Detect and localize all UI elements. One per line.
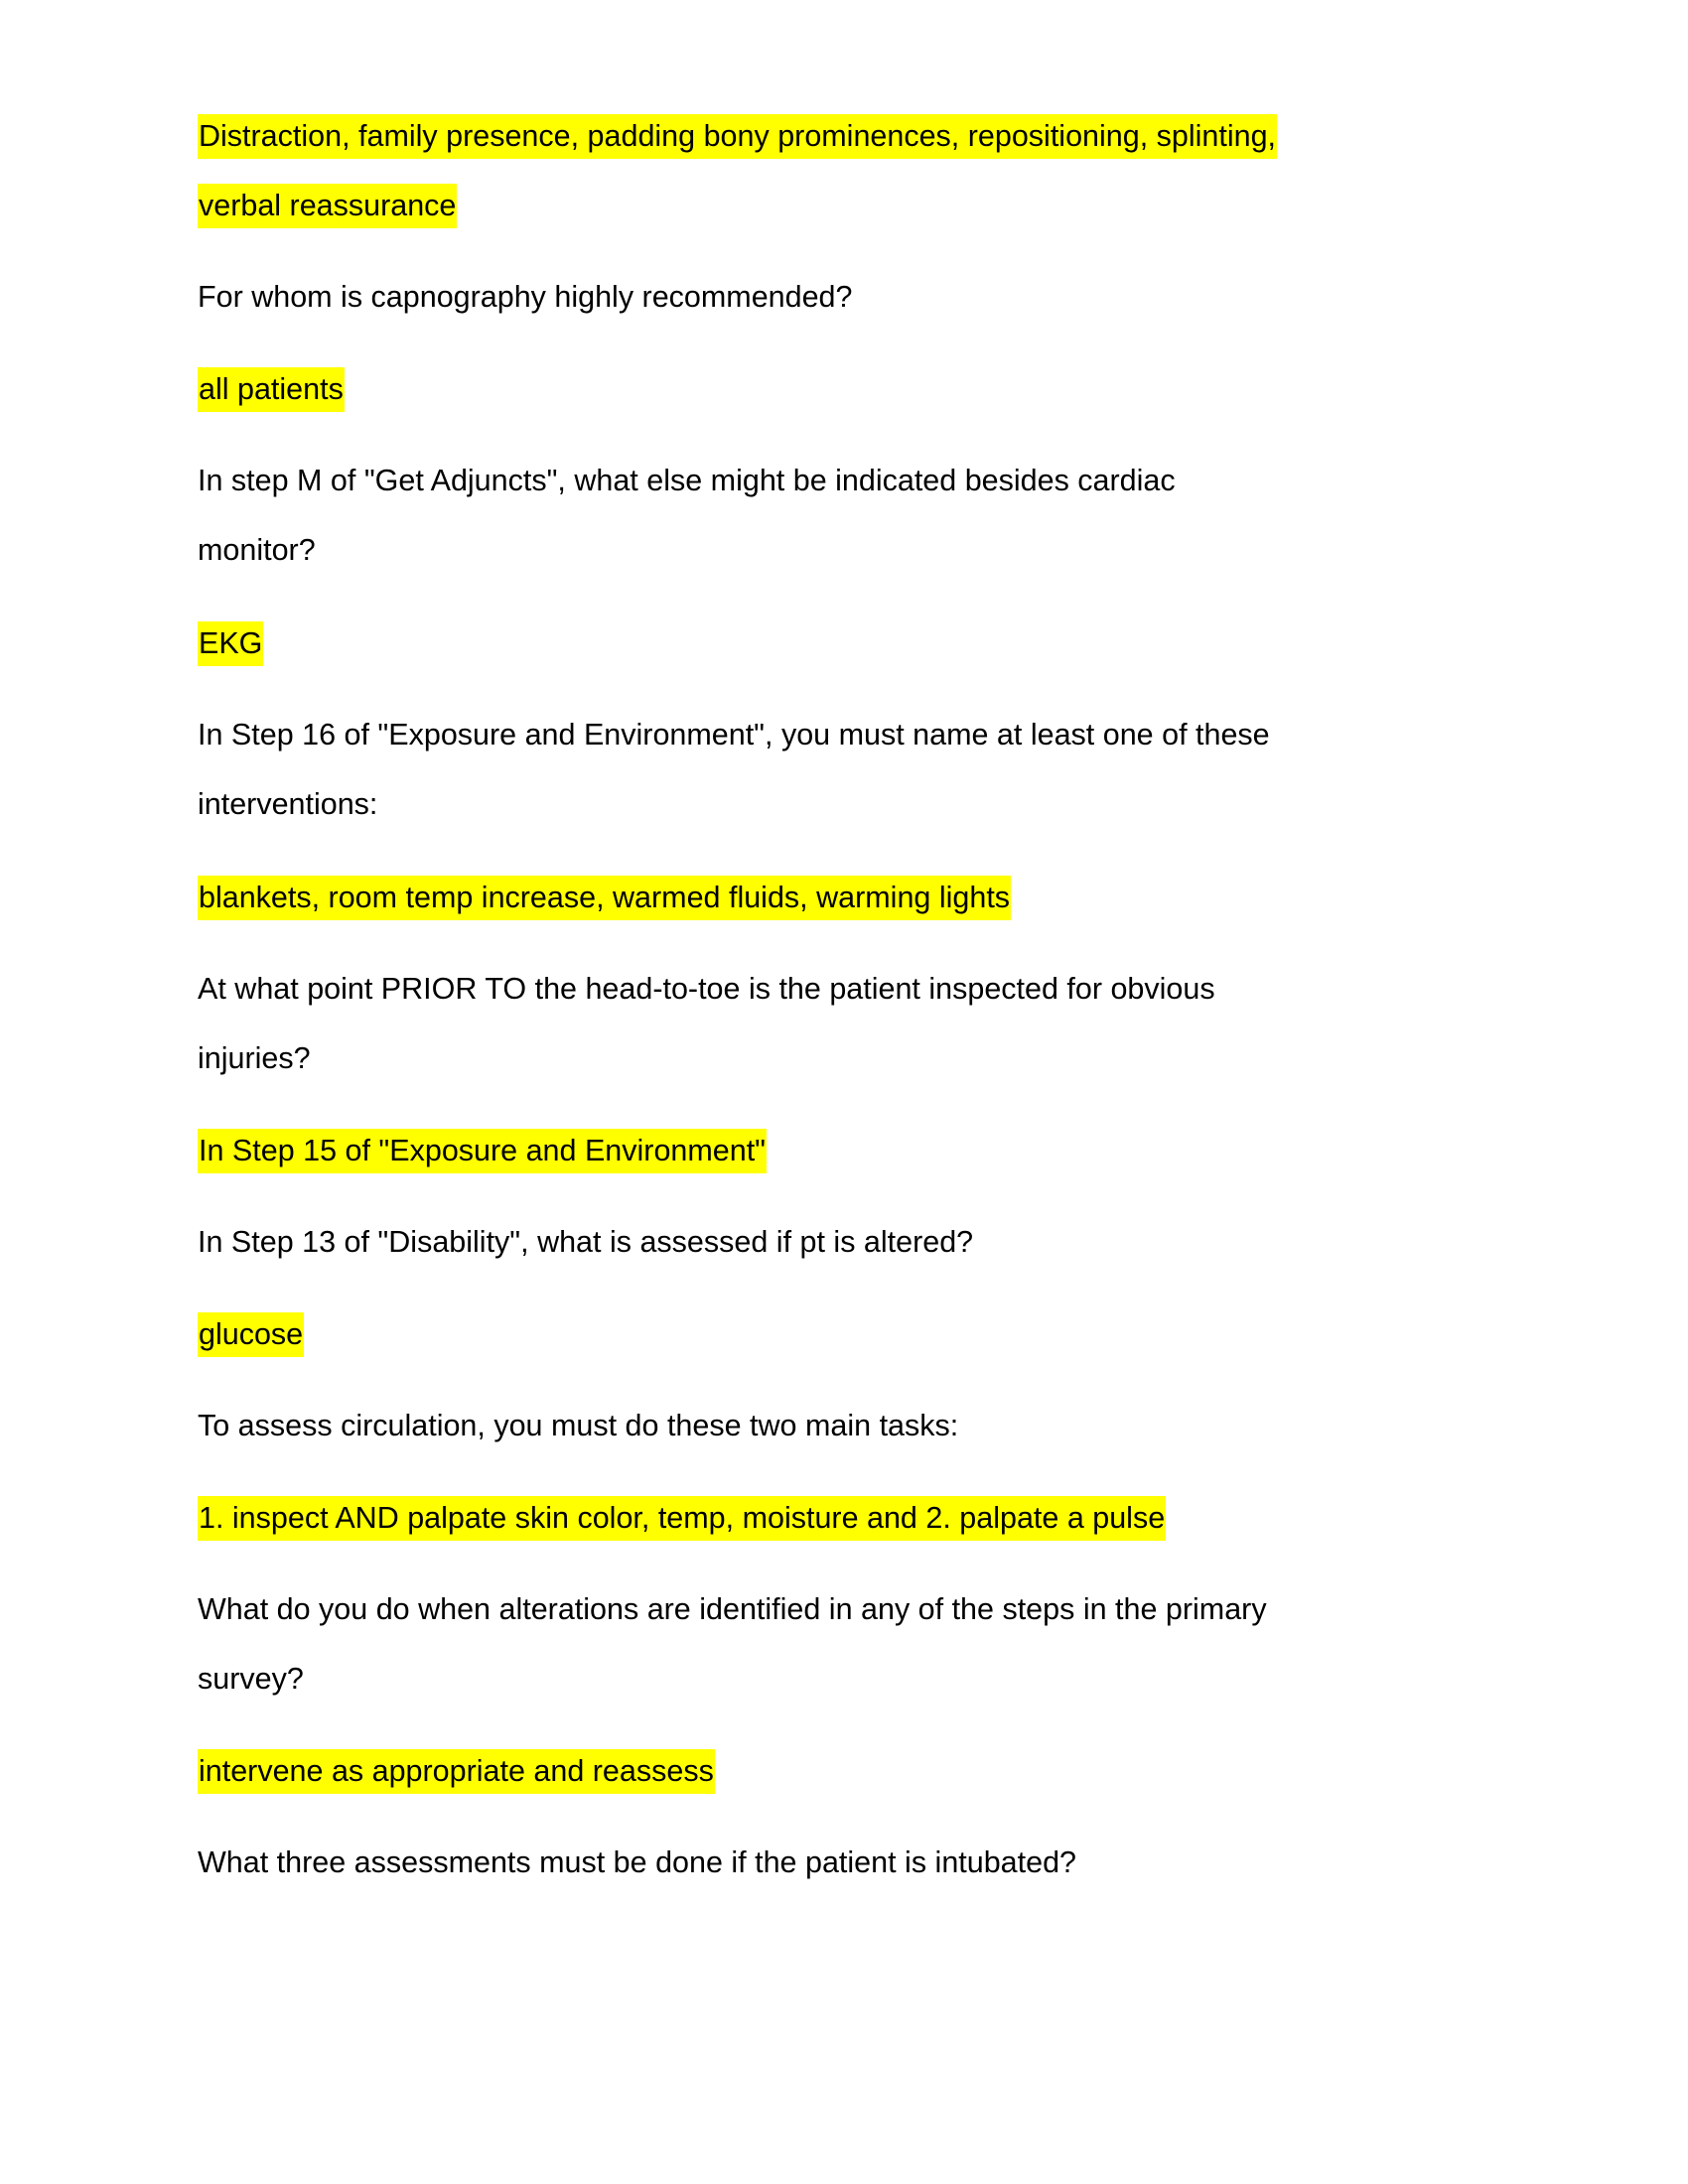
question-paragraph [198, 700, 1270, 839]
question-paragraph [198, 1207, 973, 1277]
question-text: In Step 13 of "Disability", what is assessed if pt is altered? [198, 1225, 974, 1259]
answer-paragraph [198, 1299, 304, 1369]
question-text: survey? [198, 1662, 304, 1696]
question-paragraph [198, 1828, 1076, 1897]
highlighted-answer-text: glucose [198, 1312, 304, 1357]
answer-paragraph [198, 609, 263, 678]
answer-paragraph [198, 863, 1011, 932]
highlighted-answer-text: verbal reassurance [198, 184, 457, 228]
highlighted-answer-text: 1. inspect AND palpate skin color, temp, moisture and 2. palpate a pulse [198, 1496, 1166, 1541]
highlighted-answer-text: intervene as appropriate and reassess [198, 1749, 715, 1794]
question-text: At what point PRIOR TO the head-to-toe is the patient inspected for obvious [198, 972, 1215, 1006]
question-text: For whom is capnography highly recommended? [198, 280, 853, 314]
question-text: To assess circulation, you must do these two main tasks: [198, 1409, 959, 1442]
question-paragraph [198, 446, 1176, 585]
question-text: What do you do when alterations are identified in any of the steps in the primary [198, 1592, 1267, 1626]
answer-paragraph [198, 1116, 767, 1185]
answer-paragraph [198, 354, 345, 424]
question-paragraph [198, 1391, 958, 1460]
question-paragraph [198, 262, 852, 332]
question-text: What three assessments must be done if the patient is intubated? [198, 1845, 1077, 1879]
question-text: injuries? [198, 1041, 311, 1075]
question-text: interventions: [198, 787, 378, 821]
answer-paragraph [198, 1736, 715, 1806]
question-paragraph [198, 954, 1215, 1093]
question-text: In step M of "Get Adjuncts", what else might be indicated besides cardiac [198, 464, 1176, 497]
highlighted-answer-text: blankets, room temp increase, warmed fluids, warming lights [198, 876, 1011, 920]
answer-paragraph [198, 1483, 1166, 1553]
question-paragraph [198, 1574, 1267, 1713]
highlighted-answer-text: In Step 15 of "Exposure and Environment" [198, 1129, 767, 1173]
question-text: In Step 16 of "Exposure and Environment", you must name at least one of these [198, 718, 1270, 751]
highlighted-answer-text: EKG [198, 621, 263, 666]
question-text: monitor? [198, 533, 316, 567]
answer-paragraph [198, 101, 1277, 240]
highlighted-answer-text: Distraction, family presence, padding bony prominences, repositioning, splinting, [198, 114, 1277, 159]
highlighted-answer-text: all patients [198, 367, 345, 412]
